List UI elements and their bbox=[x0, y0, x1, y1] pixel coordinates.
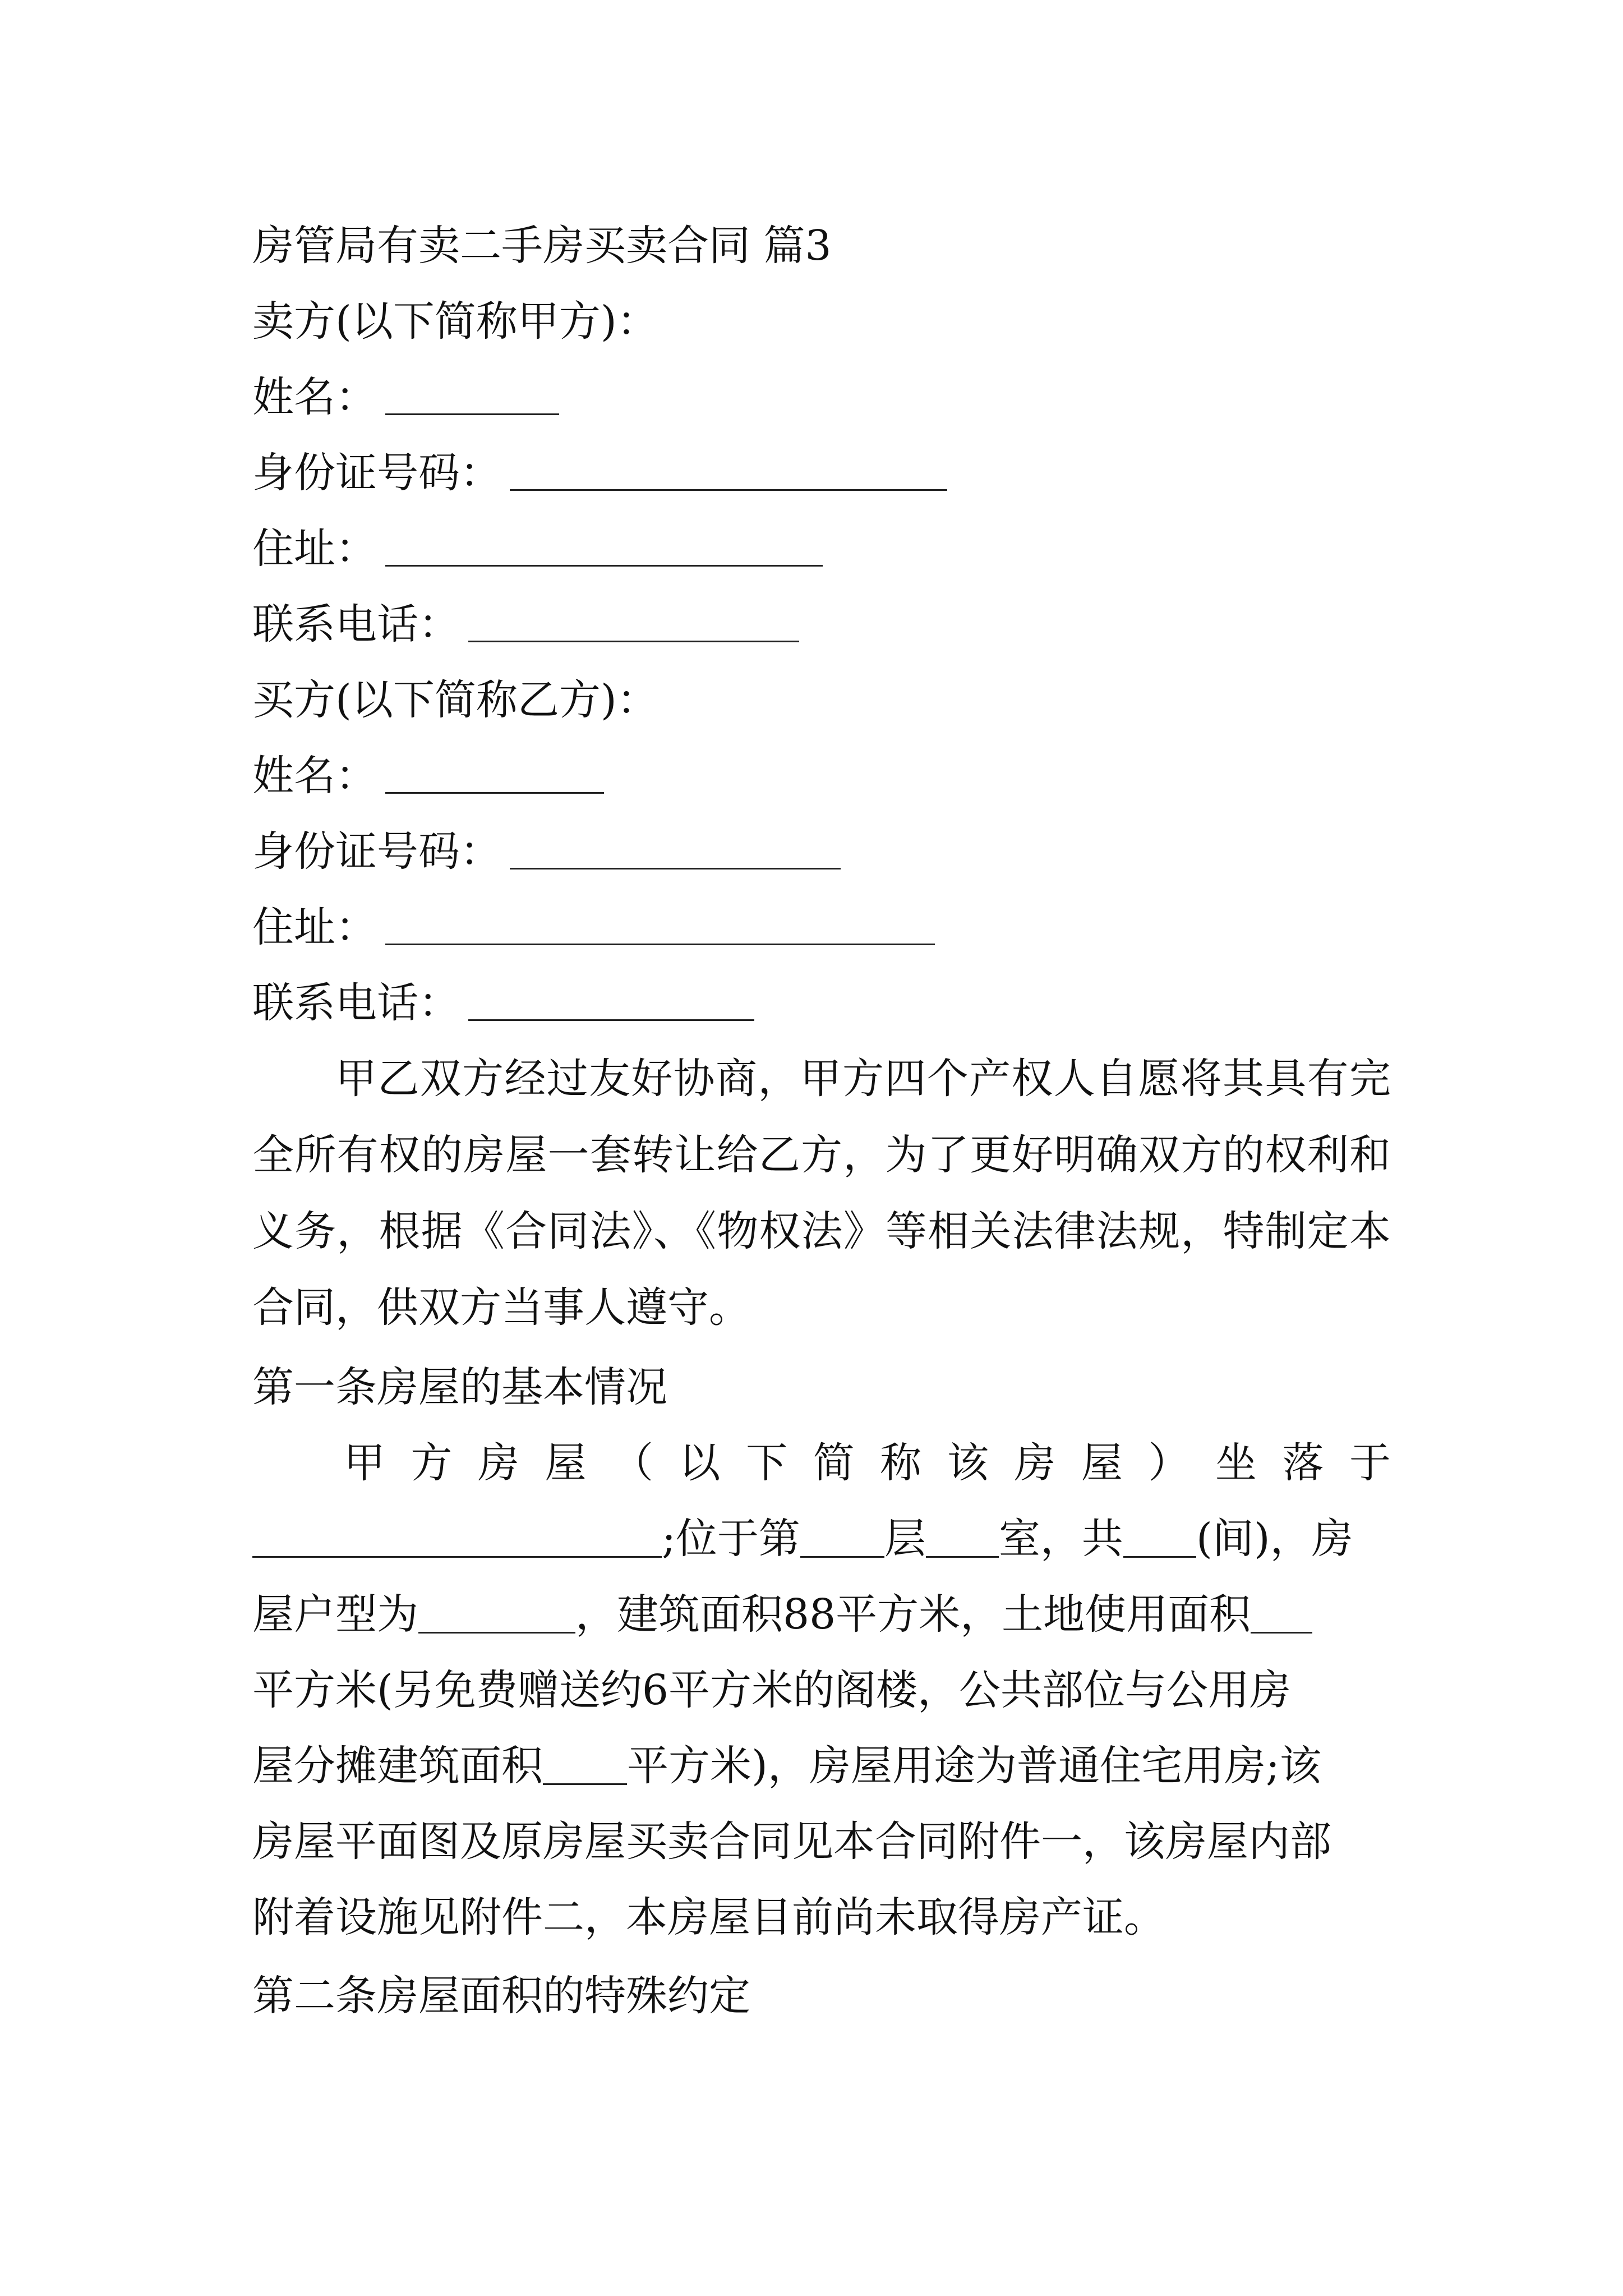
seller-address-row bbox=[252, 510, 1391, 587]
spread-char: 甲 bbox=[343, 1439, 385, 1487]
seller-id-row bbox=[252, 435, 1391, 511]
article1-line1 bbox=[252, 1425, 1391, 1501]
spread-char: 落 bbox=[1282, 1439, 1324, 1487]
seller-phone-row bbox=[252, 586, 1391, 662]
shared-area-blank bbox=[543, 1744, 627, 1785]
layout-blank bbox=[418, 1593, 575, 1634]
article1-line5-a: 屋分摊建筑面积 bbox=[252, 1742, 543, 1790]
seller-heading: 卖方(以下简称甲方)： bbox=[252, 297, 658, 346]
spread-char: 下 bbox=[746, 1439, 788, 1487]
article1-line6: 房屋平面图及原房屋买卖合同见本合同附件一，该房屋内部 bbox=[252, 1818, 1331, 1866]
seller-address-blank bbox=[385, 528, 823, 567]
intro-paragraph: 甲乙双方经过友好协商，甲方四个产权人自愿将其具有完全所有权的房屋一套转让给乙方，为了更好明确双方的权利和义务，根据《合同法》、《物权法》等相关法律法规，特制定本合同，供双方当事人遵守。 bbox=[252, 1055, 1391, 1332]
spread-char: 称 bbox=[880, 1439, 922, 1487]
article1-line5 bbox=[252, 1728, 1391, 1804]
document-title: 房管局有卖二手房买卖合同 篇3 bbox=[252, 222, 832, 270]
seller-name-blank bbox=[385, 376, 559, 416]
article1-line2-b: 层 bbox=[884, 1515, 926, 1563]
buyer-phone-label: 联系电话： bbox=[252, 979, 460, 1027]
article1-line2-a: ;位于第 bbox=[662, 1515, 800, 1563]
location-blank bbox=[252, 1517, 662, 1558]
spread-char: 以 bbox=[679, 1439, 721, 1487]
article1-line2-c: 室，共 bbox=[998, 1515, 1123, 1563]
seller-phone-label: 联系电话： bbox=[252, 600, 460, 648]
article1-line3-a: 屋户型为 bbox=[252, 1590, 418, 1639]
spread-char: ） bbox=[1148, 1439, 1190, 1487]
buyer-id-label: 身份证号码： bbox=[252, 827, 501, 876]
buyer-address-row bbox=[252, 889, 1391, 965]
seller-name-label: 姓名： bbox=[252, 373, 377, 421]
buyer-name-blank bbox=[385, 755, 604, 794]
spread-char: 房 bbox=[477, 1439, 519, 1487]
spread-char: 房 bbox=[1014, 1439, 1056, 1487]
buyer-heading: 买方(以下简称乙方)： bbox=[252, 676, 658, 724]
room-blank bbox=[926, 1517, 999, 1558]
buyer-name-row bbox=[252, 738, 1391, 814]
article2-heading: 第二条房屋面积的特殊约定 bbox=[252, 1972, 750, 2020]
spread-char: 简 bbox=[813, 1439, 855, 1487]
article1-line5-b: 平方米)，房屋用途为普通住宅用房;该 bbox=[627, 1742, 1321, 1790]
rooms-count-blank bbox=[1123, 1517, 1196, 1558]
article1-line3-b: ，建筑面积88平方米，土地使用面积 bbox=[575, 1590, 1251, 1639]
article1-heading: 第一条房屋的基本情况 bbox=[252, 1363, 667, 1411]
spread-char: （ bbox=[611, 1439, 653, 1487]
floor-blank bbox=[800, 1517, 884, 1558]
spread-char: 屋 bbox=[545, 1439, 587, 1487]
spread-char: 方 bbox=[411, 1439, 453, 1487]
buyer-name-label: 姓名： bbox=[252, 752, 377, 800]
buyer-id-blank bbox=[510, 831, 841, 870]
seller-id-label: 身份证号码： bbox=[252, 449, 501, 497]
spread-char: 于 bbox=[1349, 1439, 1391, 1487]
article1-line7: 附着设施见附件二，本房屋目前尚未取得房产证。 bbox=[252, 1893, 1165, 1941]
buyer-id-row bbox=[252, 813, 1391, 890]
article1-line4: 平方米(另免费赠送约6平方米的阁楼，公共部位与公用房 bbox=[252, 1666, 1291, 1714]
spread-char: 该 bbox=[947, 1439, 989, 1487]
seller-phone-blank bbox=[468, 604, 799, 643]
buyer-phone-row bbox=[252, 965, 1391, 1041]
article1-line3 bbox=[252, 1576, 1391, 1653]
seller-id-blank bbox=[510, 452, 947, 491]
article1-line2-d: (间)，房 bbox=[1196, 1515, 1353, 1563]
spread-char: 坐 bbox=[1215, 1439, 1257, 1487]
land-area-blank bbox=[1251, 1593, 1312, 1634]
buyer-address-label: 住址： bbox=[252, 903, 377, 951]
buyer-address-blank bbox=[385, 907, 935, 946]
spread-char: 屋 bbox=[1081, 1439, 1123, 1487]
article1-line2 bbox=[252, 1501, 1391, 1577]
seller-address-label: 住址： bbox=[252, 524, 377, 573]
article1-spread-line bbox=[252, 1425, 1391, 1501]
seller-name-row bbox=[252, 359, 1391, 435]
buyer-phone-blank bbox=[468, 982, 754, 1022]
